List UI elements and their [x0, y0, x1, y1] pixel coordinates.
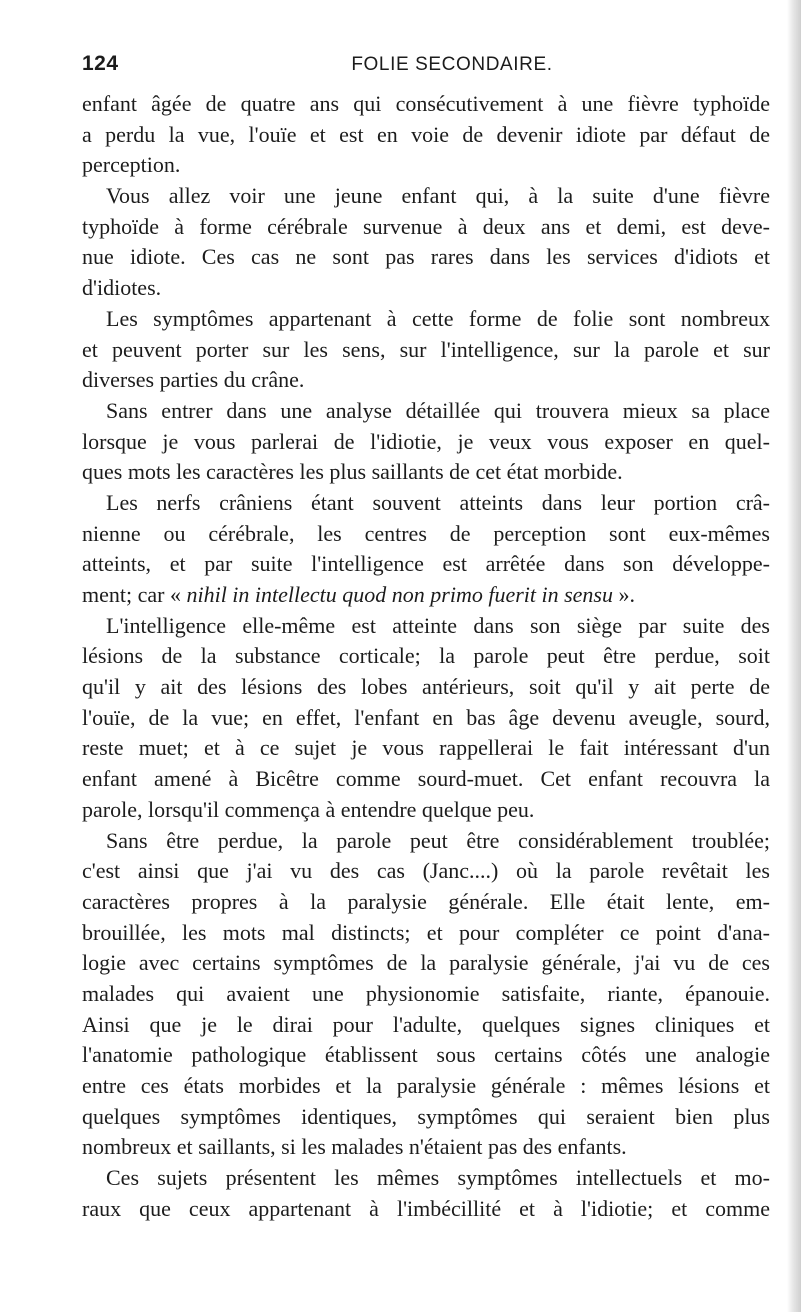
text-line: diverses parties du crâne.: [82, 367, 305, 393]
text-line: parole, lorsqu'il commença à entendre quelque peu.: [82, 796, 535, 822]
text-line: logie avec certains symptômes de la paralysie générale, j'ai vu de ces: [82, 950, 770, 976]
text-line: malades qui avaient une physionomie satisfaite, riante, épanouie.: [82, 980, 770, 1006]
text-line: perception.: [82, 152, 181, 178]
page-number: 124: [82, 52, 119, 75]
text-line: caractères propres à la paralysie générale. Elle était lente, em-: [82, 888, 770, 914]
page-edge-shadow: [787, 0, 801, 1312]
text-line: Les symptômes appartenant à cette forme de folie sont nombreux: [106, 305, 770, 331]
text-line: typhoïde à forme cérébrale survenue à deux ans et demi, est deve-: [82, 213, 770, 239]
text-line: Les nerfs crâniens étant souvent atteints dans leur portion crâ-: [106, 489, 770, 515]
text-line: Ainsi que je le dirai pour l'adulte, quelques signes cliniques et: [82, 1011, 770, 1037]
text-line: l'anatomie pathologique établissent sous certains côtés une analogie: [82, 1042, 770, 1068]
latin-quotation: nihil in intellectu quod non primo fuerit in sensu: [186, 582, 613, 607]
text-line: nienne ou cérébrale, les centres de perception sont eux-mêmes: [82, 520, 770, 546]
text-line: d'idiotes.: [82, 275, 162, 301]
text-line: brouillée, les mots mal distincts; et pour compléter ce point d'ana-: [82, 919, 770, 945]
text-line: entre ces états morbides et la paralysie générale : mêmes lésions et: [82, 1073, 770, 1098]
text-line: lésions de la substance corticale; la parole peut être perdue, soit: [82, 643, 770, 669]
body-text: [82, 89, 770, 1224]
quote-line: [82, 580, 770, 611]
running-title: FOLIE SECONDAIRE.: [351, 54, 553, 75]
text-line: lorsque je vous parlerai de l'idiotie, je veux vous exposer en quel-: [82, 428, 770, 454]
text-line: atteints, et par suite l'intelligence est arrêtée dans son développe-: [82, 551, 770, 577]
text-line: Sans être perdue, la parole peut être considérablement troublée;: [106, 827, 770, 853]
text-line: nue idiote. Ces cas ne sont pas rares dans les services d'idiots et: [82, 244, 770, 270]
text-line: raux que ceux appartenant à l'imbécillité et à l'idiotie; et comme: [82, 1195, 770, 1221]
text-line: et peuvent porter sur les sens, sur l'intelligence, sur la parole et sur: [82, 336, 770, 362]
text-line: L'intelligence elle-même est atteinte dans son siège par suite des: [106, 612, 770, 638]
text-line: nombreux et saillants, si les malades n'étaient pas des enfants.: [82, 1134, 627, 1160]
text-line: enfant âgée de quatre ans qui consécutivement à une fièvre typhoïde: [82, 91, 770, 116]
quote-suffix: ».: [613, 582, 635, 607]
text-line: Ces sujets présentent les mêmes symptômes intellectuels et mo-: [106, 1165, 770, 1191]
quote-prefix: ment; car «: [82, 582, 187, 607]
text-line: l'ouïe, de la vue; en effet, l'enfant en bas âge devenu aveugle, sourd,: [82, 704, 770, 730]
text-line: enfant amené à Bicêtre comme sourd-muet. Cet enfant recouvra la: [82, 766, 770, 792]
text-line: quelques symptômes identiques, symptômes qui seraient bien plus: [82, 1103, 770, 1129]
text-line: Vous allez voir une jeune enfant qui, à la suite d'une fièvre: [106, 183, 770, 209]
text-line: a perdu la vue, l'ouïe et est en voie de devenir idiote par défaut de: [82, 121, 770, 147]
text-line: c'est ainsi que j'ai vu des cas (Janc....) où la parole revêtait les: [82, 858, 770, 884]
text-line: ques mots les caractères les plus saillants de cet état morbide.: [82, 459, 623, 485]
text-line: reste muet; et à ce sujet je vous rappellerai le fait intéressant d'un: [82, 735, 770, 761]
text-line: Sans entrer dans une analyse détaillée qui trouvera mieux sa place: [106, 397, 770, 423]
page-header: [82, 52, 770, 80]
text-line: qu'il y ait des lésions des lobes antérieurs, soit qu'il y ait perte de: [82, 674, 770, 700]
